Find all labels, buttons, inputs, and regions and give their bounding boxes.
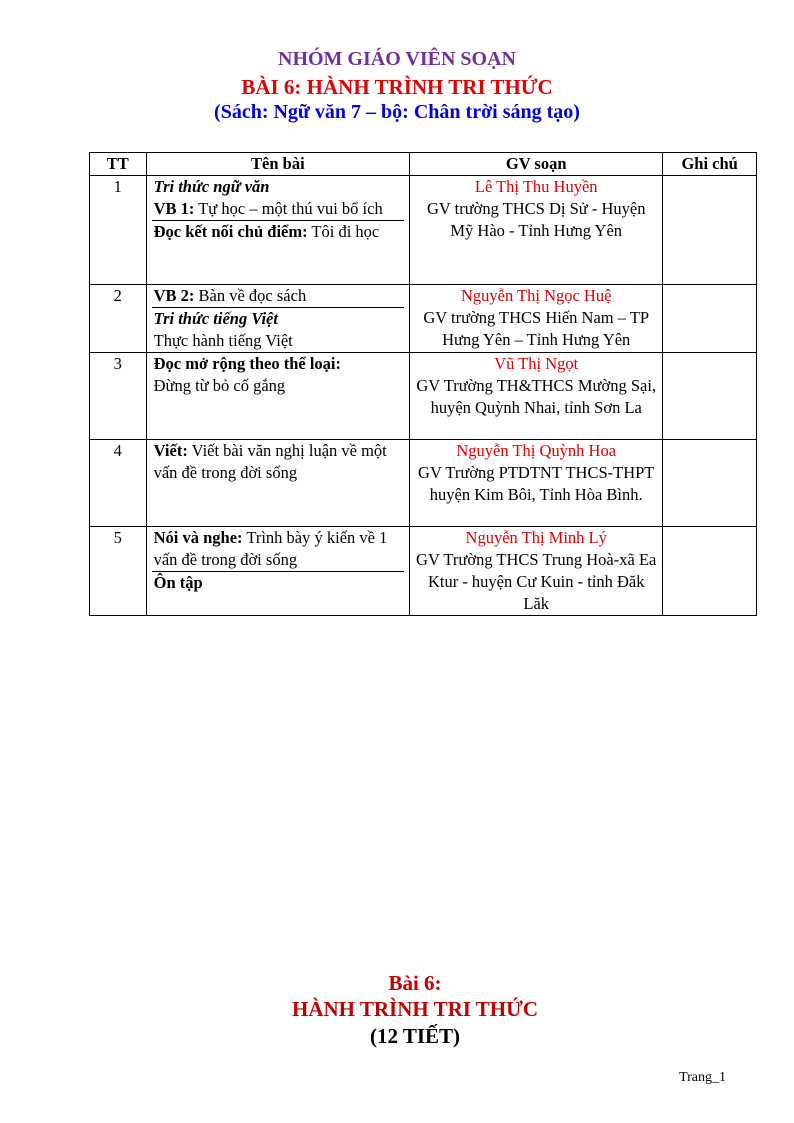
row-number: 1: [90, 176, 147, 285]
lesson-cell: [146, 176, 410, 285]
lesson-item: [152, 527, 405, 571]
lesson-item: [152, 440, 405, 484]
header-lesson-name: Tên bài: [146, 153, 410, 176]
teacher-school: GV Trường PTDTNT THCS-THPT huyện Kim Bôi, Tỉnh Hòa Bình.: [418, 463, 655, 504]
note-cell: [663, 353, 757, 440]
book-subtitle: (Sách: Ngữ văn 7 – bộ: Chân trời sáng tạo): [214, 101, 580, 123]
table-header-row: [90, 153, 757, 176]
row-number: 2: [90, 285, 147, 353]
table-row: [90, 285, 757, 353]
lesson-line: [154, 221, 403, 243]
lesson-label: Viết:: [153, 441, 188, 460]
teacher-cell: [410, 527, 663, 616]
lesson-item: [152, 285, 405, 307]
lesson-text: Bàn về đọc sách: [194, 286, 307, 305]
lesson-line: [154, 176, 403, 198]
lesson-item: [152, 571, 405, 594]
lesson-line: [154, 440, 403, 484]
teacher-school: GV Trường TH&THCS Mường Sại, huyện Quỳnh Nhai, tỉnh Sơn La: [416, 376, 657, 417]
lesson-line: [154, 285, 403, 307]
header-teacher: GV soạn: [410, 153, 663, 176]
table-row: [90, 527, 757, 616]
assignment-table: [89, 152, 757, 616]
footer-period-count: (12 TIẾT): [369, 1024, 461, 1048]
group-title: NHÓM GIÁO VIÊN SOẠN: [278, 48, 516, 70]
table-row: [90, 353, 757, 440]
teacher-cell: [410, 176, 663, 285]
note-cell: [663, 527, 757, 616]
lesson-label: Đọc kết nối chủ điểm:: [153, 222, 308, 241]
lesson-line: [154, 527, 403, 571]
lesson-item: [152, 307, 405, 352]
lesson-section-label: Tri thức tiếng Việt: [153, 309, 278, 328]
footer-lesson-number: Bài 6:: [388, 971, 442, 995]
teacher-school: GV trường THCS Dị Sử - Huyện Mỹ Hào - Tỉnh Hưng Yên: [426, 199, 646, 240]
lesson-line: [154, 353, 403, 375]
teacher-name: Vũ Thị Ngọt: [494, 354, 579, 373]
teacher-name: Nguyễn Thị Ngọc Huệ: [460, 286, 612, 305]
lesson-cell: [146, 285, 410, 353]
lesson-text: Tự học – một thú vui bổ ích: [194, 199, 383, 218]
lesson-line: [154, 198, 403, 220]
lesson-cell: [146, 440, 410, 527]
table-row: [90, 176, 757, 285]
table-row: [90, 440, 757, 527]
teacher-school: GV trường THCS Hiến Nam – TP Hưng Yên – Tỉnh Hưng Yên: [423, 308, 650, 349]
note-cell: [663, 176, 757, 285]
lesson-text: Tôi đi học: [307, 222, 380, 241]
row-number: 3: [90, 353, 147, 440]
teacher-cell: [410, 353, 663, 440]
teacher-name: Lê Thị Thu Huyền: [474, 177, 598, 196]
note-cell: [663, 285, 757, 353]
lesson-label: Ôn tập: [153, 573, 203, 592]
lesson-text: Viết bài văn nghị luận về một vấn đề trong đời sống: [153, 441, 387, 482]
lesson-label: Đọc mở rộng theo thể loại:: [153, 354, 342, 373]
lesson-text: Thực hành tiếng Việt: [153, 331, 293, 350]
teacher-name: Nguyễn Thị Minh Lý: [465, 528, 607, 547]
lesson-line: [154, 308, 403, 330]
lesson-section-label: Tri thức ngữ văn: [153, 177, 270, 196]
lesson-line: [154, 375, 403, 397]
footer-lesson-title: HÀNH TRÌNH TRI THỨC: [291, 997, 539, 1021]
teacher-cell: [410, 285, 663, 353]
page-number: Trang_1: [679, 1070, 726, 1085]
lesson-text: Trình bày ý kiến về 1 vấn đề trong đời sống: [153, 528, 388, 569]
row-number: 5: [90, 527, 147, 616]
lesson-label: VB 1:: [153, 199, 195, 218]
lesson-line: [154, 572, 403, 594]
lesson-cell: [146, 353, 410, 440]
lesson-label: Nói và nghe:: [153, 528, 243, 547]
lesson-line: [154, 330, 403, 352]
lesson-item: [152, 353, 405, 397]
lesson-item: [152, 176, 405, 220]
row-number: 4: [90, 440, 147, 527]
lesson-title: BÀI 6: HÀNH TRÌNH TRI THỨC: [241, 75, 553, 99]
teacher-cell: [410, 440, 663, 527]
note-cell: [663, 440, 757, 527]
teacher-name: Nguyễn Thị Quỳnh Hoa: [456, 441, 617, 460]
header-tt: TT: [90, 153, 147, 176]
lesson-text: Đừng từ bỏ cố gắng: [153, 376, 286, 395]
lesson-cell: [146, 527, 410, 616]
lesson-label: VB 2:: [153, 286, 195, 305]
header-note: Ghi chú: [663, 153, 757, 176]
teacher-school: GV Trường THCS Trung Hoà-xã Ea Ktur - huyện Cư Kuin - tỉnh Đăk Lăk: [416, 550, 657, 613]
lesson-item: [152, 220, 405, 243]
